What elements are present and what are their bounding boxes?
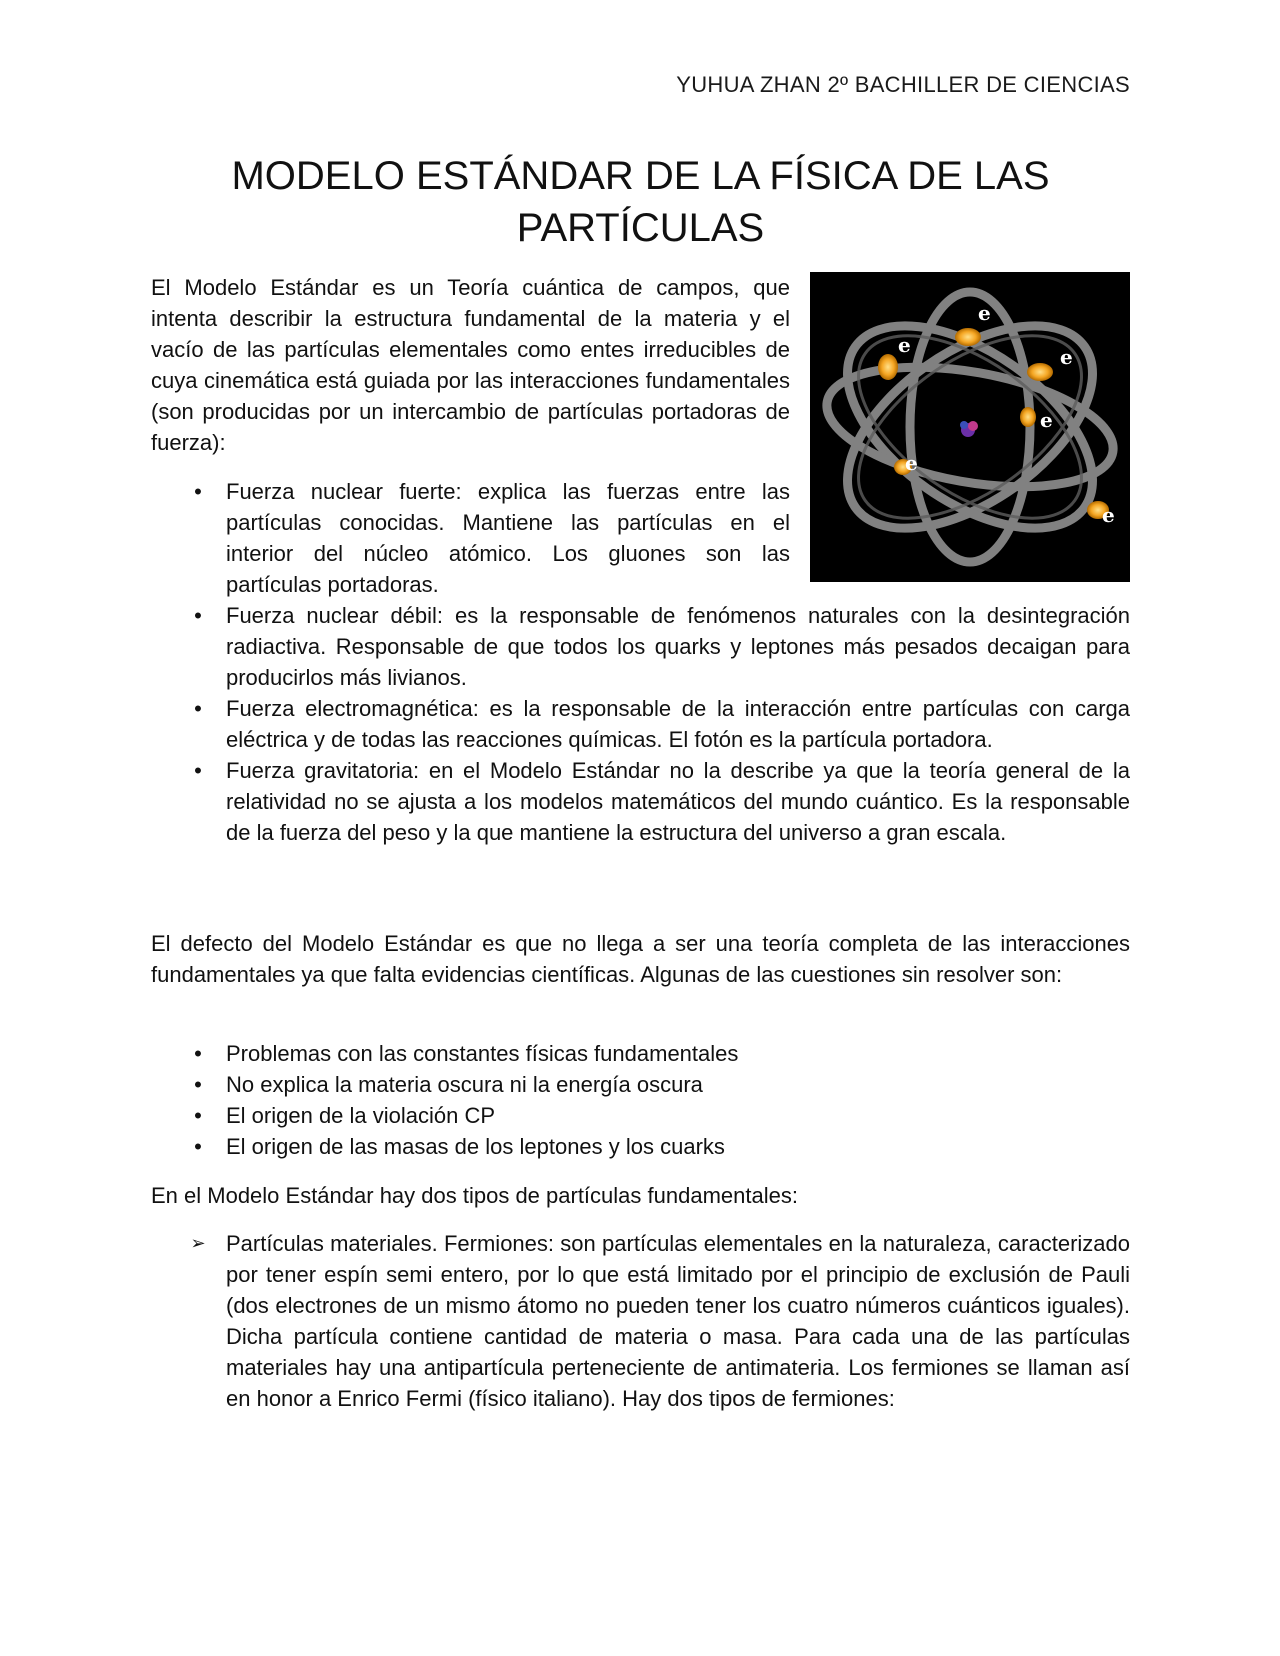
bullet-icon: •	[194, 1103, 202, 1128]
list-item: • El origen de las masas de los leptones y los cuarks	[151, 1131, 1130, 1162]
list-item: • Fuerza nuclear débil: es la responsable de fenómenos naturales con la desintegración radiactiva. Responsable de que todos los quarks y leptones más pesados decaigan para producirlos más livianos.	[151, 600, 1130, 693]
electron-1	[955, 328, 981, 346]
electron-label: e	[1040, 408, 1053, 432]
electron-label: e	[978, 301, 991, 325]
electron-2	[878, 354, 898, 380]
defect-paragraph: El defecto del Modelo Estándar es que no llega a ser una teoría completa de las interacciones fundamentales ya que falta evidencias científicas. Algunas de las cuestiones sin resolver son:	[151, 931, 1130, 987]
forces-list	[151, 476, 1130, 848]
list-item: • No explica la materia oscura ni la energía oscura	[151, 1069, 1130, 1100]
list-item: • Fuerza nuclear fuerte: explica las fuerzas entre las partículas conocidas. Mantiene las partículas en el interior del núcleo atómico. Los gluones son las partículas portadoras.	[151, 476, 790, 600]
particle-types-list	[151, 1228, 1130, 1414]
document-title	[151, 150, 1130, 254]
arrow-bullet-icon: ➢	[190, 1233, 206, 1253]
list-item: • El origen de la violación CP	[151, 1100, 1130, 1131]
electron-label: e	[905, 451, 918, 475]
bullet-icon: •	[194, 479, 202, 504]
list-item: • Fuerza electromagnética: es la responsable de la interacción entre partículas con carga eléctrica y de todas las reacciones químicas. El fotón es la partícula portadora.	[151, 693, 1130, 755]
bullet-icon: •	[194, 1041, 202, 1066]
title-line-1: MODELO ESTÁNDAR DE LA FÍSICA DE LAS	[231, 154, 1050, 198]
nucleus	[960, 421, 978, 437]
intro-paragraph: El Modelo Estándar es un Teoría cuántica de campos, que intenta describir la estructura fundamental de la materia y el vacío de las partículas elementales como entes irreducibles de cuya cinemática está guiada por las interacciones fundamentales (son producidas por un intercambio de partículas portadoras de fuerza):	[151, 275, 790, 455]
author-header: YUHUA ZHAN 2º BACHILLER DE CIENCIAS	[676, 72, 1130, 97]
bullet-icon: •	[194, 1134, 202, 1159]
list-item: • Problemas con las constantes físicas fundamentales	[151, 1038, 1130, 1069]
electron-label: e	[1060, 345, 1073, 369]
list-item: • Fuerza gravitatoria: en el Modelo Estándar no la describe ya que la teoría general de la relatividad no se ajusta a los modelos matemáticos del mundo cuántico. Es la responsable de la fuerza del peso y la que mantiene la estructura del universo a gran escala.	[151, 755, 1130, 848]
bullet-icon: •	[194, 758, 202, 783]
bullet-icon: •	[194, 1072, 202, 1097]
open-issues-list	[151, 1038, 1130, 1162]
particle-types-intro: En el Modelo Estándar hay dos tipos de partículas fundamentales:	[151, 1183, 798, 1208]
title-line-2: PARTÍCULAS	[516, 206, 765, 250]
electron-3	[1027, 363, 1053, 381]
list-item: ➢ Partículas materiales. Fermiones: son partículas elementales en la naturaleza, caracterizado por tener espín semi entero, por lo que está limitado por el principio de exclusión de Pauli (dos electrones de un mismo átomo no pueden tener los cuatro números cuánticos iguales). Dicha partícula contiene cantidad de materia o masa. Para cada una de las partículas materiales hay una antipartícula perteneciente de antimateria. Los fermiones se llaman así en honor a Enrico Fermi (físico italiano). Hay dos tipos de fermiones:	[151, 1228, 1130, 1414]
bullet-icon: •	[194, 696, 202, 721]
electron-label: e	[898, 333, 911, 357]
bullet-icon: •	[194, 603, 202, 628]
electron-label: e	[1102, 503, 1115, 527]
electron-4	[1020, 407, 1036, 427]
